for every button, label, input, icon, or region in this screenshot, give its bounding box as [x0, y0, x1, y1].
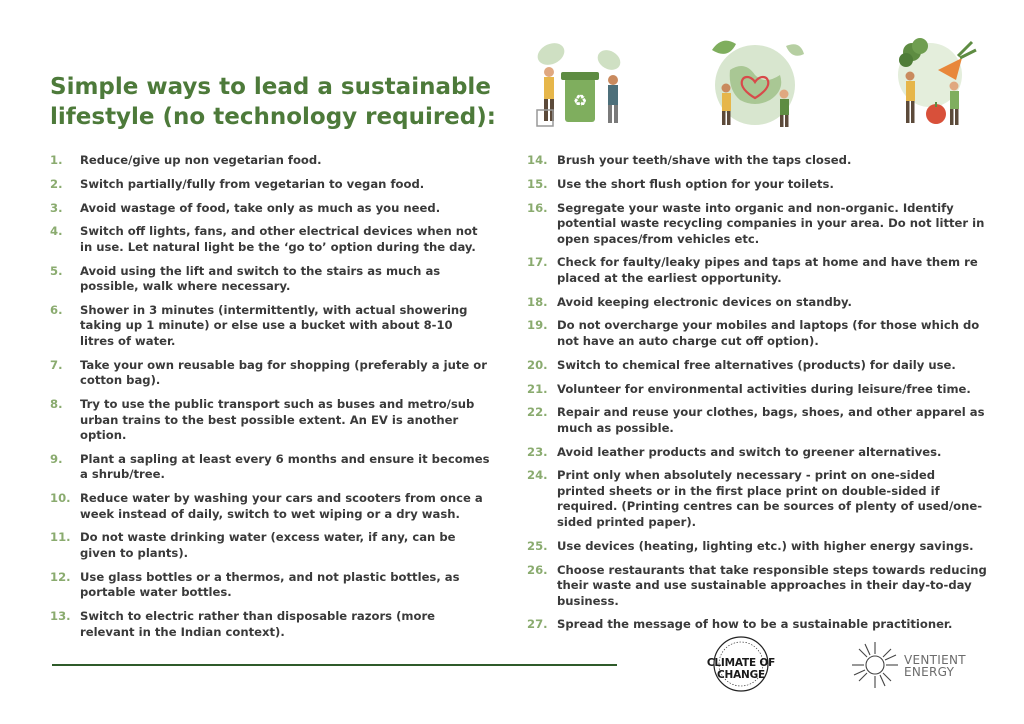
tip-text: Switch to electric rather than disposable razors (more relevant in the Indian context).: [80, 609, 436, 639]
tip-text: Brush your teeth/shave with the taps closed.: [557, 153, 852, 167]
tip-text: Do not overcharge your mobiles and laptops (for those which do not have an auto charge cut off option).: [557, 318, 980, 348]
tip-number: 19.: [527, 318, 548, 333]
tip-text: Switch to chemical free alternatives (products) for daily use.: [557, 357, 956, 372]
tip-number: 4.: [50, 224, 63, 239]
tip-text: Avoid leather products and switch to greener alternatives.: [557, 444, 942, 459]
tip-number: 21.: [527, 381, 548, 396]
tip-number: 5.: [50, 263, 63, 278]
tip-item: [527, 405, 987, 436]
tip-text: Avoid keeping electronic devices on standby.: [557, 294, 852, 309]
tip-text: Try to use the public transport such as buses and metro/sub urban trains to the best possible extent. An EV is another option.: [80, 397, 475, 443]
tip-number: 8.: [50, 397, 63, 412]
tip-item: [527, 177, 987, 193]
tip-text: Plant a sapling at least every 6 months and ensure it becomes a shrub/tree.: [80, 451, 490, 482]
tip-item: [50, 177, 490, 193]
tip-text: Spread the message of how to be a sustainable practitioner.: [557, 617, 953, 632]
tip-item: [527, 539, 987, 555]
tip-item: [50, 609, 490, 640]
tip-number: 16.: [527, 200, 548, 215]
tip-text: Reduce water by washing your cars and scooters from once a week instead of daily, switch to wet wiping or a dry wash.: [80, 491, 483, 521]
tip-item: [527, 382, 987, 398]
tip-item: [50, 491, 490, 522]
vegetables-illustration: [880, 30, 990, 130]
svg-text:♻: ♻: [572, 91, 588, 110]
tip-number: 13.: [50, 609, 71, 624]
tip-item: [527, 255, 987, 286]
tip-number: 10.: [50, 491, 71, 506]
tip-item: [50, 452, 490, 483]
tip-text: Volunteer for environmental activities during leisure/free time.: [557, 381, 971, 396]
tip-number: 11.: [50, 530, 71, 545]
ventient-text: VENTIENT: [904, 653, 966, 667]
tip-number: 18.: [527, 294, 548, 309]
tip-number: 6.: [50, 302, 63, 317]
tip-number: 15.: [527, 176, 548, 191]
tip-item: [50, 530, 490, 561]
tip-number: 23.: [527, 444, 548, 459]
tip-item: [527, 153, 987, 169]
tip-text: Choose restaurants that take responsible steps towards reducing their waste and use sustainable approaches in their day-to-day business.: [557, 562, 987, 608]
energy-text: ENERGY: [904, 665, 955, 679]
tip-text: Avoid wastage of food, take only as much as you need.: [80, 200, 441, 215]
tip-text: Take your own reusable bag for shopping (preferably a jute or cotton bag).: [80, 357, 487, 388]
tip-item: [50, 224, 490, 255]
tip-item: [527, 318, 987, 349]
tip-number: 1.: [50, 153, 63, 167]
tip-text: Use devices (heating, lighting etc.) with higher energy savings.: [557, 538, 974, 553]
tip-item: [527, 563, 987, 610]
ventient-energy-logo: [850, 640, 980, 690]
tip-item: [50, 201, 490, 217]
tip-text: Switch partially/fully from vegetarian to vegan food.: [80, 176, 425, 191]
footer-divider: [52, 664, 617, 666]
tip-item: [50, 153, 490, 169]
tip-item: [50, 303, 490, 350]
tip-item: [527, 295, 987, 311]
tip-number: 7.: [50, 357, 63, 372]
tip-number: 24.: [527, 468, 548, 483]
climate-of-change-logo: [686, 632, 796, 698]
climate-of-change-text: CLIMATE OF CHANGE: [706, 657, 776, 681]
tip-number: 2.: [50, 176, 63, 191]
tip-item: [527, 201, 987, 248]
tip-item: [527, 617, 987, 633]
tip-number: 26.: [527, 562, 548, 577]
tips-list-right: [527, 153, 987, 641]
tip-item: [50, 264, 490, 295]
tip-text: Segregate your waste into organic and non-organic. Identify potential waste recycling companies in your area. Do not litter in open spaces/from vehicles etc.: [557, 200, 985, 246]
tip-item: [50, 570, 490, 601]
tip-item: [527, 468, 987, 530]
tip-number: 3.: [50, 200, 63, 215]
green-globe-heart-illustration: [700, 30, 810, 130]
tip-number: 25.: [527, 538, 548, 553]
tip-number: 22.: [527, 405, 548, 420]
tip-item: [50, 397, 490, 444]
tip-item: [50, 358, 490, 389]
tip-text: Use glass bottles or a thermos, and not plastic bottles, as portable water bottles.: [80, 569, 460, 600]
tip-number: 27.: [527, 617, 548, 632]
tip-text: Repair and reuse your clothes, bags, shoes, and other apparel as much as possible.: [557, 405, 985, 435]
tip-text: Print only when absolutely necessary - print on one-sided printed sheets or in the first place print on double-sided if required. (Printing centres can be sources of plenty of used/one-sided printed paper).: [557, 468, 983, 529]
tip-item: [527, 445, 987, 461]
tip-number: 12.: [50, 569, 71, 584]
tip-number: 17.: [527, 255, 548, 270]
sunburst-icon: [850, 640, 900, 690]
tip-text: Check for faulty/leaky pipes and taps at home and have them re placed at the earliest opportunity.: [557, 255, 978, 285]
tip-number: 14.: [527, 153, 548, 167]
tip-text: Do not waste drinking water (excess water, if any, can be given to plants).: [80, 530, 456, 560]
tip-item: [527, 358, 987, 374]
tip-text: Avoid using the lift and switch to the stairs as much as possible, walk where necessary.: [80, 263, 441, 294]
tips-list-left: [50, 153, 490, 648]
tip-text: Shower in 3 minutes (intermittently, with actual showering taking up 1 minute) or else use a bucket with about 8-10 litres of water.: [80, 302, 468, 348]
tip-text: Use the short flush option for your toilets.: [557, 176, 834, 191]
tip-text: Reduce/give up non vegetarian food.: [80, 153, 322, 167]
tip-number: 9.: [50, 451, 63, 466]
tip-number: 20.: [527, 357, 548, 372]
tip-text: Switch off lights, fans, and other electrical devices when not in use. Let natural light be the ‘go to’ option during the day.: [80, 224, 478, 254]
page-title: Simple ways to lead a sustainable lifestyle (no technology required):: [50, 74, 496, 130]
recycle-bin-illustration: [525, 30, 635, 130]
